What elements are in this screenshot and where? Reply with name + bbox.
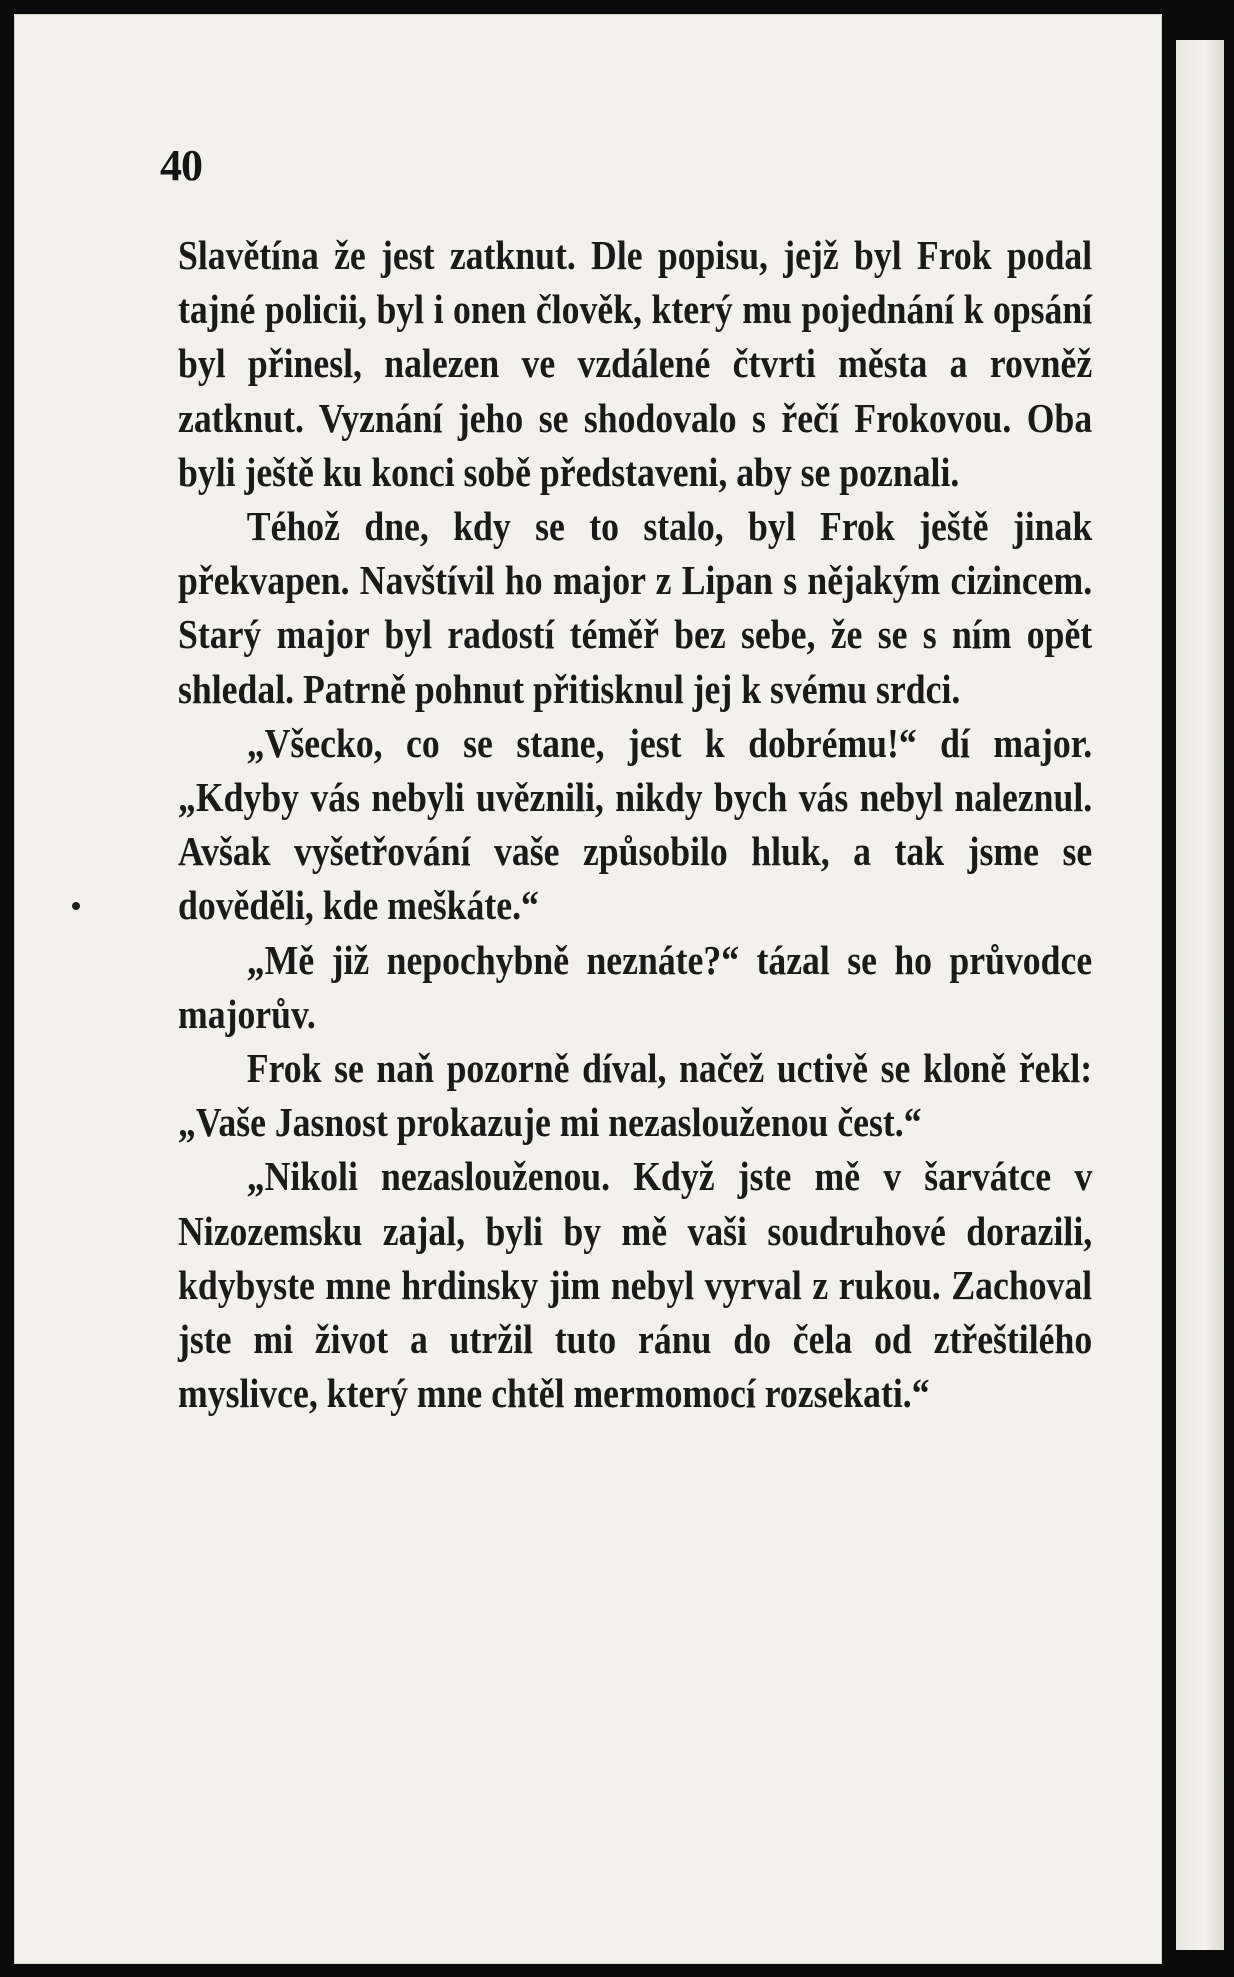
page-number: 40 [160,141,202,190]
page-body-text [178,228,1092,1420]
paragraph-2: Téhož dne, kdy se to stalo, byl Frok ještě jinak překvapen. Navštívil ho major z Lipan s nějakým cizincem. Starý major byl radostí téměř bez sebe, že se s ním opět shledal. Patrně pohnut přitisknul jej k svému srdci. [178,503,1093,712]
paragraph-5: Frok se naň pozorně díval, načež uctivě se kloně řekl: „Vaše Jasnost prokazuje mi nezaslouženou čest.“ [178,1045,1093,1146]
paragraph-4: „Mě již nepochybně neznáte?“ tázal se ho průvodce majorův. [178,936,1093,1037]
adjacent-page-edge [1176,40,1224,1950]
ink-speck [72,902,80,910]
paragraph-6: „Nikoli nezaslouženou. Když jste mě v šarvátce v Nizozemsku zajal, byli by mě vaši soudruhové dorazili, kdybyste mne hrdinsky jim nebyl vyrval z rukou. Zachoval jste mi život a utržil tuto ránu do čela od ztřeštilého myslivce, který mne chtěl mermomocí rozsekati.“ [178,1153,1093,1417]
paragraph-1: Slavětína že jest zatknut. Dle popisu, jejž byl Frok podal tajné policii, byl i onen člověk, který mu pojednání k opsání byl přinesl, nalezen ve vzdálené čtvrti města a rovněž zatknut. Vyznání jeho se shodovalo s řečí Frokovou. Oba byli ještě ku konci sobě představeni, aby se poznali. [178,232,1093,495]
paragraph-3: „Všecko, co se stane, jest k dobrému!“ dí major. „Kdyby vás nebyli uvěznili, nikdy bych vás nebyl naleznul. Avšak vyšetřování vaše způsobilo hluk, a tak jsme se dověděli, kde meškáte.“ [178,719,1093,929]
